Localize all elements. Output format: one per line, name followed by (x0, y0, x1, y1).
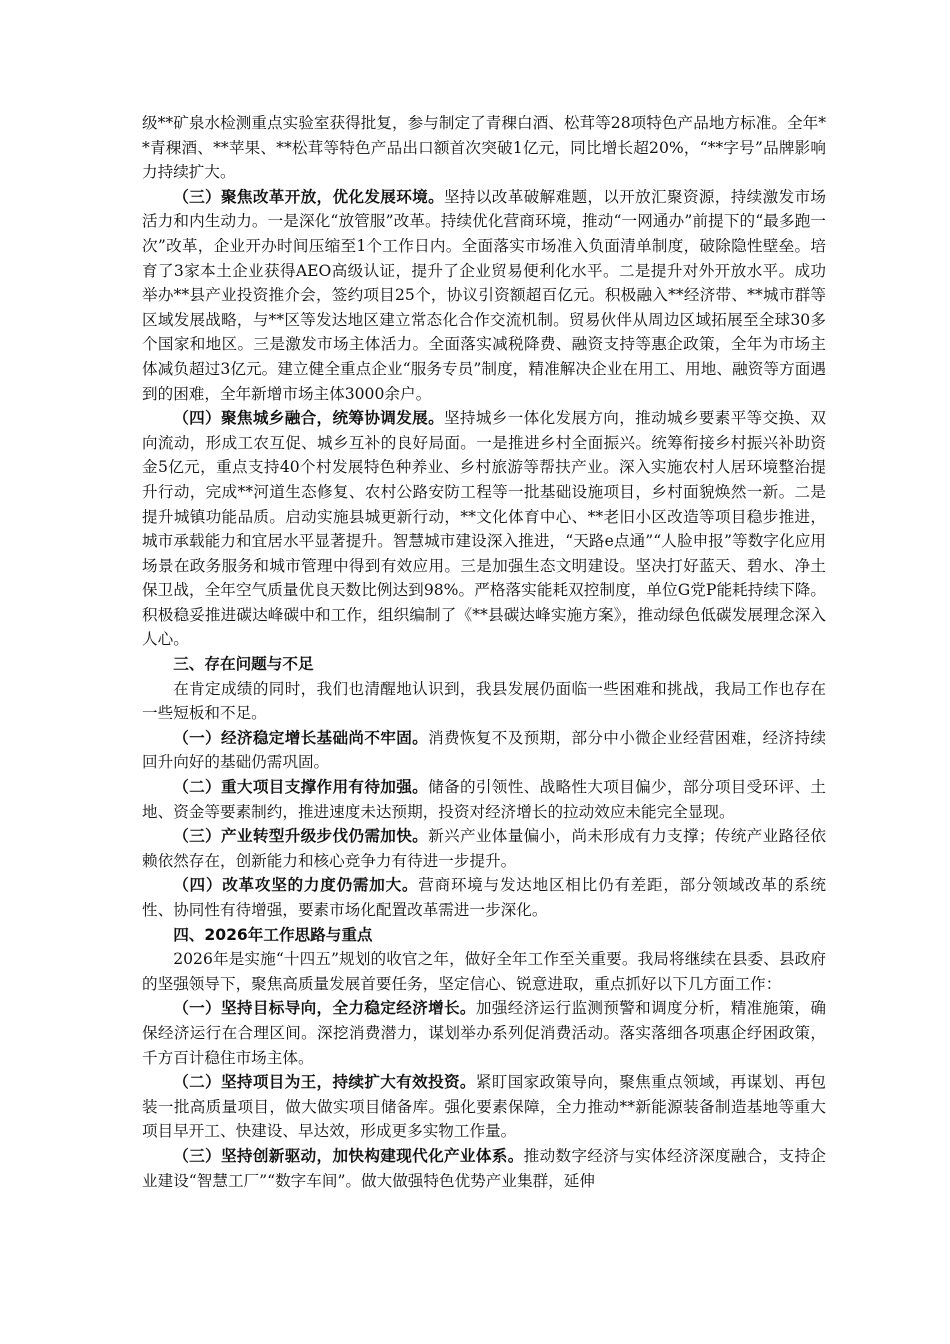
section-heading-problems: 三、存在问题与不足 (173, 655, 314, 674)
paragraph-urban-rural (142, 406, 826, 652)
paragraph-text: 营商环境与发达地区相比仍有差距，部分领域改革的系统性、协同性有待增强，要素市场化配置改革需进一步深化。 (142, 876, 826, 919)
paragraph-problem-1 (142, 726, 826, 775)
paragraph-plan-1 (142, 996, 826, 1070)
paragraph-text: 新兴产业体量偏小，尚未形成有力支撑；传统产业路径依赖依然存在，创新能力和核心竞争力有待进一步提升。 (142, 827, 826, 870)
paragraph-text: 坚持城乡一体化发展方向，推动城乡要素平等交换、双向流动，形成工农互促、城乡互补的良好局面。一是推进乡村全面振兴。统筹衔接乡村振兴补助资金5亿元，重点支持40个村发展特色种养业、乡村旅游等帮扶产业。深入实施农村人居环境整治提升行动，完成**河道生态修复、农村公路安防工程等一批基础设施项目，乡村面貌焕然一新。二是提升城镇功能品质。启动实施县城更新行动，**文化体育中心、**老旧小区改造等项目稳步推进，城市承载能力和宜居水平显著提升。智慧城市建设深入推进，“天路e点通”“人脸申报”等数字化应用场景在政务服务和城市管理中得到有效应用。三是加强生态文明建设。坚决打好蓝天、碧水、净土保卫战，全年空气质量优良天数比例达到98%。严格落实能耗双控制度，单位G党P能耗持续下降。积极稳妥推进碳达峰碳中和工作，组织编制了《**县碳达峰实施方案》，推动绿色低碳发展理念深入人心。 (142, 409, 826, 649)
paragraph-reform-opening (142, 185, 826, 406)
paragraph-heading: （一）坚持目标导向，全力稳定经济增长。 (173, 998, 476, 1018)
paragraph-plan-2 (142, 1070, 826, 1144)
paragraph-text: 加强经济运行监测预警和调度分析，精准施策，确保经济运行在合理区间。深挖消费潜力，谋划举办系列促消费活动。落实落细各项惠企纾困政策，千方百计稳住市场主体。 (142, 999, 826, 1067)
paragraph-text: 在肯定成绩的同时，我们也清醒地认识到，我县发展仍面临一些困难和挑战，我局工作也存在一些短板和不足。 (142, 679, 826, 723)
paragraph-text: 推动数字经济与实体经济深度融合，支持企业建设“智慧工厂”“数字车间”。做大做强特色优势产业集群，延伸 (142, 1146, 826, 1190)
paragraph-heading: （一）经济稳定增长基础尚不牢固。 (173, 727, 429, 747)
paragraph-plan-3 (142, 1144, 826, 1193)
paragraph-heading: （二）重大项目支撑作用有待加强。 (173, 777, 429, 797)
paragraph-text: 消费恢复不及预期，部分中小微企业经营困难，经济持续回升向好的基础仍需巩固。 (142, 728, 826, 772)
paragraph-problem-4 (142, 873, 826, 922)
paragraph-plan-intro (142, 947, 826, 996)
paragraph-problem-2 (142, 775, 826, 824)
paragraph-text: 坚持以改革破解难题，以开放汇聚资源，持续激发市场活力和内生动力。一是深化“放管服”改革。持续优化营商环境，推动“一网通办”前提下的“最多跑一次”改革，企业开办时间压缩至1个工作日内。全面落实市场准入负面清单制度，破除隐性壁垒。培育了3家本土企业获得AEO高级认证，提升了企业贸易便利化水平。二是提升对外开放水平。成功举办**县产业投资推介会，签约项目25个，协议引资额超百亿元。积极融入**经济带、**城市群等区域发展战略，与**区等发达地区建立常态化合作交流机制。贸易伙伴从周边区域拓展至全球30多个国家和地区。三是激发市场主体活力。全面落实减税降费、融资支持等惠企政策，全年为市场主体减负超过3亿元。建立健全重点企业“服务专员”制度，精准解决企业在用工、用地、融资等方面遇到的困难，全年新增市场主体3000余户。 (142, 187, 826, 403)
paragraph-text: 储备的引领性、战略性大项目偏少，部分项目受环评、土地、资金等要素制约，推进速度未达预期，投资对经济增长的拉动效应未能完全显现。 (142, 778, 826, 821)
paragraph-problems-intro (142, 677, 826, 726)
paragraph-heading: （三）聚焦改革开放，优化发展环境。 (173, 186, 444, 206)
paragraph-heading: （三）坚持创新驱动，加快构建现代化产业体系。 (173, 1145, 524, 1165)
paragraph-continued (142, 111, 826, 185)
paragraph-heading: （二）坚持项目为王，持续扩大有效投资。 (173, 1072, 476, 1092)
section-heading-plan: 四、2026年工作思路与重点 (173, 925, 373, 944)
paragraph-heading: （四）改革攻坚的力度仍需加大。 (173, 875, 419, 895)
paragraph-heading: （四）聚焦城乡融合，统筹协调发展。 (173, 408, 444, 428)
paragraph-text: 紧盯国家政策导向，聚焦重点领域，再谋划、再包装一批高质量项目，做大做实项目储备库。强化要素保障，全力推动**新能源装备制造基地等重大项目早开工、快建设、早达效，形成更多实物工作量。 (142, 1073, 826, 1141)
paragraph-text: 2026年是实施“十四五”规划的收官之年，做好全年工作至关重要。我局将继续在县委、县政府的坚强领导下，聚焦高质量发展首要任务，坚定信心、锐意进取，重点抓好以下几方面工作： (142, 950, 826, 993)
paragraph-text: 级**矿泉水检测重点实验室获得批复，参与制定了青稞白酒、松茸等28项特色产品地方标准。全年**青稞酒、**苹果、**松茸等特色产品出口额首次突破1亿元，同比增长超20%，“**字号”品牌影响力持续扩大。 (142, 114, 826, 182)
document-page (142, 111, 826, 1193)
paragraph-problem-3 (142, 824, 826, 873)
paragraph-heading: （三）产业转型升级步伐仍需加快。 (173, 826, 429, 846)
